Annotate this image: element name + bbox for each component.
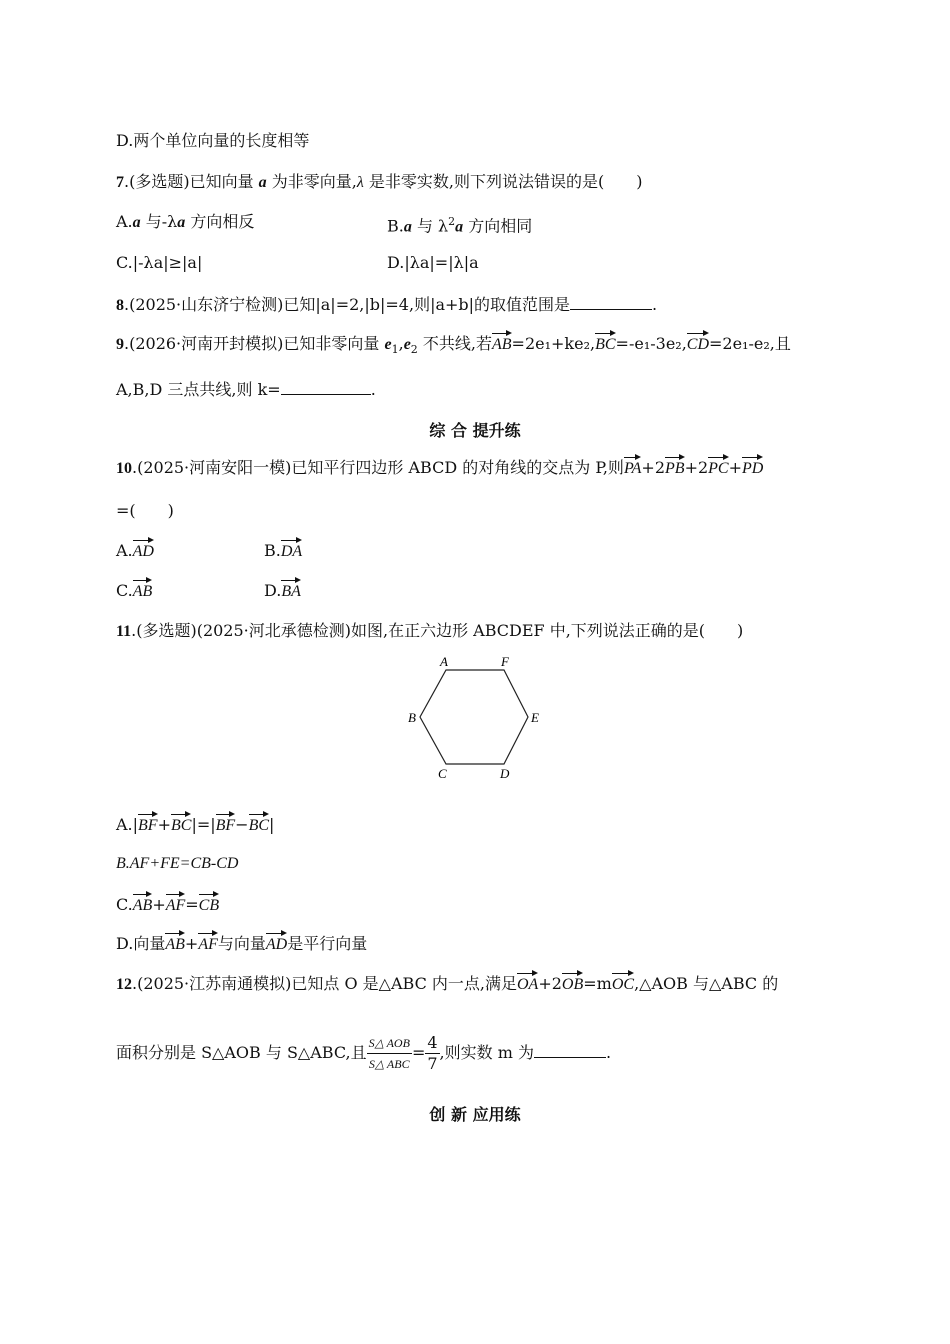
q12-ratio-top: 4 — [427, 1033, 438, 1052]
vertex-label-f: F — [501, 654, 509, 669]
q11-d-mid: 与向量 — [217, 934, 266, 953]
q10-option-b — [264, 538, 302, 563]
hexagon-shape — [420, 670, 528, 764]
q10-text: .(2025·河南安阳一模)已知平行四边形 ABCD 的对角线的交点为 P,则 — [132, 458, 624, 477]
q10-option-b-label: B. — [264, 541, 281, 560]
q11-a-bf: BF — [138, 812, 158, 837]
q7-stem-text: .(多选题)已知向量 — [124, 172, 254, 191]
q10-line2: =( ) — [116, 501, 174, 520]
q10-vector-pb: PB — [665, 455, 685, 480]
q10-number: 10 — [116, 460, 132, 477]
q7-lambda: λ — [356, 174, 364, 191]
q7-number: 7 — [116, 174, 124, 191]
q9-text-2: 不共线,若 — [422, 334, 492, 353]
q12-ratio-fraction — [425, 1033, 439, 1074]
q9-text: .(2026·河南开封模拟)已知非零向量 — [124, 334, 380, 353]
q11-a-bc: BC — [171, 812, 191, 837]
hexagon-figure — [400, 650, 550, 785]
q12-line2-text: 面积分别是 S△AOB 与 S△ABC,且 — [116, 1043, 367, 1062]
q12-text-2: ,△AOB 与△ABC 的 — [634, 974, 779, 993]
q11-number: 11 — [116, 623, 132, 640]
q7-option-b-text: 与 λ — [416, 216, 449, 236]
q10-option-a-label: A. — [116, 541, 133, 560]
q11-option-a — [116, 812, 274, 837]
q9-end: . — [370, 380, 376, 399]
q10-vector-pd: PD — [742, 455, 763, 480]
q10-plus-2: +2 — [684, 458, 709, 477]
q12-line1 — [116, 971, 778, 996]
q9-cd-eq: =2e₁-e₂,且 — [709, 334, 791, 353]
q11-a-minus: − — [235, 815, 249, 834]
q9-line2 — [116, 378, 376, 401]
q7-stem-text-2: 为非零向量, — [271, 172, 357, 191]
q10-plus-1: +2 — [641, 458, 666, 477]
q11-d-plus: + — [184, 934, 199, 953]
q11-a-end: | — [269, 815, 275, 834]
q10-vector-pa: PA — [624, 455, 641, 480]
q11-c-cb: CB — [199, 892, 219, 917]
q9-vector-ab: AB — [492, 331, 512, 356]
q10-plus-3: + — [728, 458, 743, 477]
q11-option-b: B.AF+FE=CB-CD — [116, 855, 239, 872]
q6-option-d: D.两个单位向量的长度相等 — [116, 131, 310, 150]
q10-option-c-vector: AB — [133, 578, 153, 603]
q11-c-label: C. — [116, 895, 133, 914]
q11-c-eq: = — [185, 895, 199, 914]
q9-line2-text: A,B,D 三点共线,则 k= — [116, 380, 281, 399]
q11-d-end: 是平行向量 — [287, 934, 368, 953]
q10-option-d-label: D. — [264, 581, 282, 600]
q11-c-plus: + — [152, 895, 166, 914]
q9-line1: 9.(2026·河南开封模拟)已知非零向量 $e_1,e_2$ 不共线,若AB=2e₁+ke₂,BC=-e₁-3e₂,CD=2e₁-e₂,且 — [116, 331, 791, 361]
q7-option-a-text: 与-λ — [145, 212, 178, 231]
q7-option-a-text-2: 方向相反 — [190, 212, 255, 231]
q9-vector-bc: BC — [595, 331, 615, 356]
q12-text: .(2025·江苏南通模拟)已知点 O 是△ABC 内一点,满足 — [132, 974, 517, 993]
q9-ab-eq: =2e₁+ke₂, — [511, 334, 596, 353]
q11-d-af: AF — [198, 931, 218, 956]
q10-option-a — [116, 538, 154, 563]
q10-line1 — [116, 455, 763, 480]
q7-stem-text-3: 是非零实数,则下列说法错误的是( ) — [368, 172, 643, 191]
q7-option-b-text-2: 方向相同 — [468, 216, 533, 236]
q10-option-c-label: C. — [116, 581, 133, 600]
q12-vector-ob: OB — [562, 971, 583, 996]
q12-vector-oa: OA — [517, 971, 538, 996]
q12-line2 — [116, 1030, 611, 1076]
q12-vector-oc: OC — [612, 971, 634, 996]
q11-a-bf2: BF — [216, 812, 236, 837]
q12-number: 12 — [116, 976, 132, 993]
q10-option-d-vector: BA — [281, 578, 301, 603]
q10-option-c — [116, 578, 152, 603]
q11-stem — [116, 620, 743, 643]
q9-answer-blank[interactable] — [281, 378, 371, 395]
q11-a-label: A.| — [116, 815, 139, 834]
q11-c-af: AF — [166, 892, 186, 917]
vertex-label-d: D — [500, 766, 510, 781]
q11-a-mid: |=| — [191, 815, 216, 834]
q12-frac-top: S△ AOB — [367, 1033, 412, 1054]
q12-frac-bottom: S△ ABC — [368, 1057, 410, 1071]
q12-eq-m: =m — [583, 974, 612, 993]
q8-end: . — [652, 295, 658, 314]
vertex-label-a: A — [440, 654, 448, 669]
q12-line2-text-2: ,则实数 m 为 — [439, 1043, 534, 1062]
q11-text: .(多选题)(2025·河北承德检测)如图,在正六边形 ABCDEF 中,下列说法正确的是( ) — [131, 621, 744, 640]
q11-option-d — [116, 931, 367, 956]
q8-answer-blank[interactable] — [570, 293, 652, 310]
q7-stem — [116, 171, 642, 194]
q8-number: 8 — [116, 297, 124, 314]
q12-area-fraction — [367, 1033, 412, 1074]
q8-text: .(2025·山东济宁检测)已知|a|=2,|b|=4,则|a+b|的取值范围是 — [124, 295, 571, 314]
q11-d-ad: AD — [266, 931, 287, 956]
q9-bc-eq: =-e₁-3e₂, — [615, 334, 687, 353]
q11-c-ab: AB — [133, 892, 153, 917]
q12-answer-blank[interactable] — [534, 1041, 606, 1058]
q9-number: 9 — [116, 336, 124, 353]
q11-a-plus: + — [157, 815, 171, 834]
q11-d-label: D.向量 — [116, 934, 166, 953]
q12-equals: = — [411, 1043, 426, 1062]
q10-option-d — [264, 578, 301, 603]
q7-option-d: D.|λa|=|λ|a — [387, 253, 479, 272]
vertex-label-b: B — [408, 710, 416, 725]
vertex-label-c: C — [438, 766, 447, 781]
q10-vector-pc: PC — [708, 455, 728, 480]
q8 — [116, 293, 657, 317]
q12-ratio-bottom: 7 — [427, 1054, 438, 1073]
q7-option-c: C.|-λa|≥|a| — [116, 253, 203, 272]
q12-plus: +2 — [538, 974, 562, 993]
q10-option-b-vector: DA — [281, 538, 302, 563]
vertex-label-e: E — [531, 710, 539, 725]
q7-option-a: A.a 与-λa 方向相反 — [116, 212, 255, 231]
q12-end: . — [605, 1043, 612, 1062]
q11-a-bc2: BC — [249, 812, 269, 837]
q11-option-c — [116, 892, 219, 917]
q9-vector-cd: CD — [687, 331, 709, 356]
q7-option-b: B.a 与 $\lambda^2a$ 方向相同 — [387, 215, 533, 236]
q11-d-ab: AB — [165, 931, 185, 956]
section-heading-comprehensive: 综 合 提升练 — [429, 421, 521, 440]
q10-option-a-vector: AD — [133, 538, 154, 563]
section-heading-innovation: 创 新 应用练 — [429, 1105, 521, 1124]
q7-vector-a: a — [258, 174, 267, 191]
